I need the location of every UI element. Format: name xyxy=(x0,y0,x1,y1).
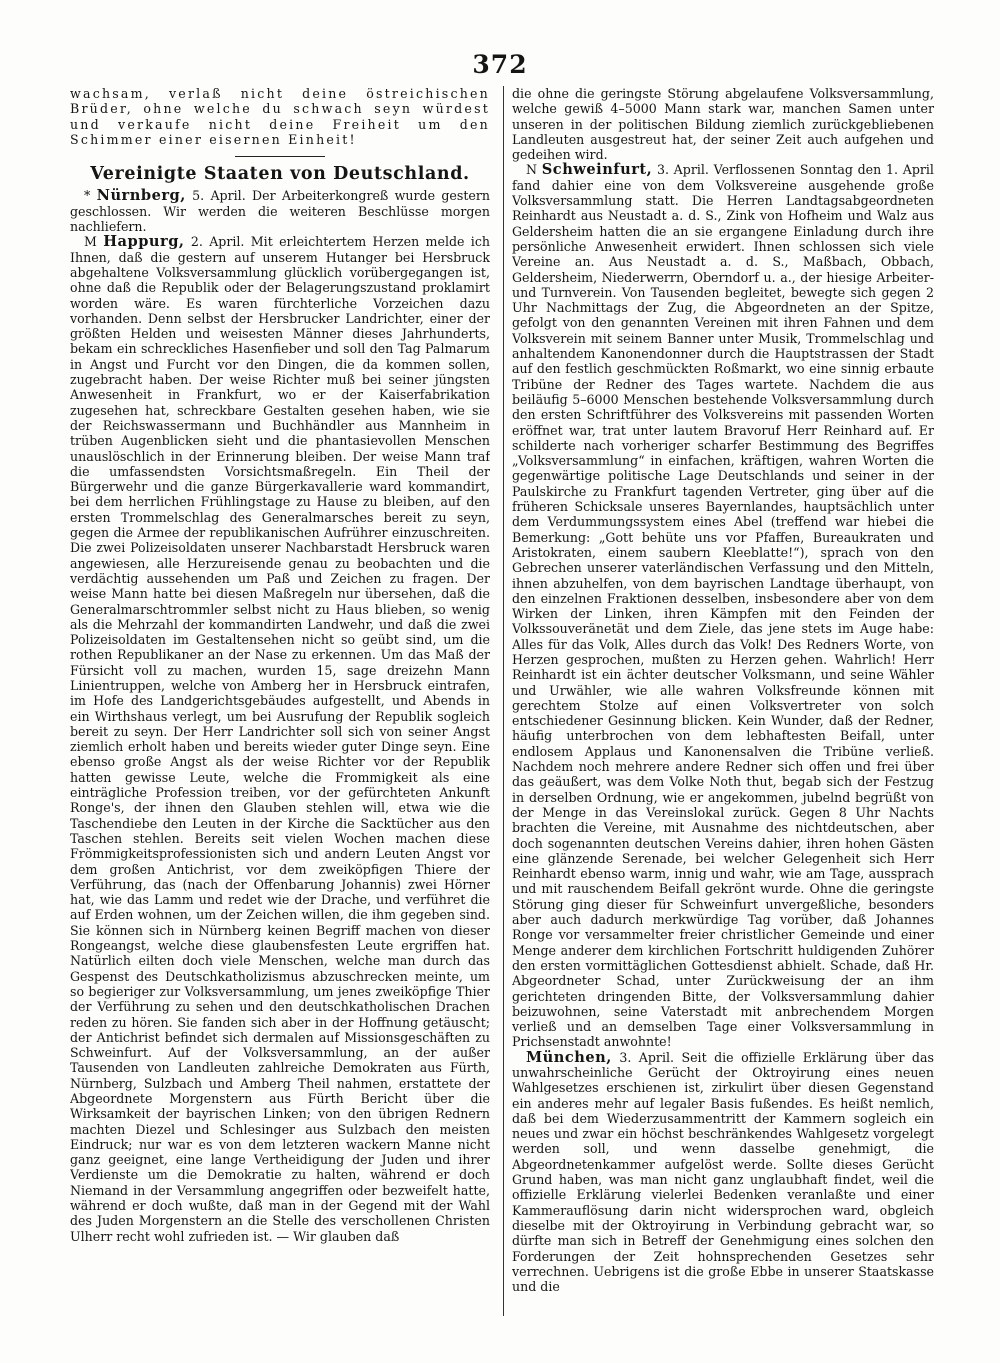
page-number: 372 xyxy=(472,50,528,79)
dateline-mark: * xyxy=(84,188,91,204)
left-column xyxy=(70,86,490,1326)
dateline-place: Schweinfurt, xyxy=(541,161,653,179)
dateline-mark: N xyxy=(526,162,538,178)
article-muenchen xyxy=(512,1050,934,1295)
article-text: Der Arbeiterkongreß wurde gestern geschlossen. Wir werden die weiteren Beschlüsse morgen nachliefern. xyxy=(70,188,490,235)
dateline-place: Nürnberg, xyxy=(96,187,186,205)
dateline-date: 3. April. xyxy=(619,1049,675,1065)
column-divider xyxy=(503,86,504,1316)
dateline-mark: M xyxy=(84,234,97,250)
section-separator xyxy=(235,156,325,157)
article-text: Mit erleichtertem Herzen melde ich Ihnen, daß die gestern auf unserem Hutanger bei Hersbruck abgehaltene Volksversammlung glücklich vorübergegangen ist, ohne daß die Republik oder der Belagerungszustand proklamirt worden wäre. Es waren fürchterliche Vorzeichen dazu vorhanden. Denn selbst der Hersbrucker Landrichter, einer der größten Helden und weisesten Männer dieses Jahrhunderts, bekam ein schreckliches Hasenfieber und soll den Tag Palmarum in Angst und Furcht vor den Dingen, die da kommen sollen, zugebracht haben. Der weise Richter muß bei seiner jüngsten Anwesenheit in Frankfurt, wo er der Kaiserfabrikation zugesehen hat, schreckbare Gestalten gesehen haben, wie sie der Reichswassermann und Buchhändler aus Mannheim in trüben Augenblicken sieht und die phantasievollen Menschen unauslöschlich in der Erinnerung bleiben. Der weise Mann traf die umfassendsten Vorsichtsmaßregeln. Ein Theil der Bürgerwehr und die ganze Bürgerkavallerie ward kommandirt, bei dem herrlichen Frühlingstage zu Hause zu bleiben, auf den ersten Trommelschlag des Generalmarsches bereit zu seyn, gegen die Armee der republikanischen Aufrührer einzuschreiten. Die zwei Polizeisoldaten unserer Nachbarstadt Hersbruck waren angewiesen, alle Herzureisende genau zu beobachten und die verdächtig aussehenden um Paß und Zeichen zu fragen. Der weise Mann hatte bei diesen Maßregeln nur übersehen, daß die Generalmarschtrommler selbst nicht zu Haus blieben, so wenig als die Mehrzahl der kommandirten Landwehr, und daß die zwei Polizeisoldaten im Gestaltensehen nicht so geübt sind, um die rothen Republikaner an der Nase zu erkennen. Um das Maß der Fürsicht voll zu machen, wurden 15, sage dreizehn Mann Linientruppen, welche von Amberg her in Hersbruck eintrafen, im Hofe des Landgerichtsgebäudes aufgestellt, und Abends in ein Wirthshaus verlegt, um bei Ausrufung der Republik sogleich bereit zu seyn. Der Herr Landrichter soll sich von seiner Angst ziemlich erholt haben und bereits wieder guter Dinge seyn. Eine ebenso große Angst als der weise Richter vor der Republik hatten gewisse Leute, welche die Frommigkeit als eine einträgliche Profession treiben, vor der gefürchteten Ankunft Ronge's, der ihnen den Glauben stehlen will, etwa wie die Taschendiebe den Leuten in der Kirche die Sacktücher aus den Taschen stehlen. Bereits seit vielen Wochen machen diese Frömmigkeitsprofessionisten sich und andern Leuten Angst vor dem großen Antichrist, vor dem zweiköpfigen Thiere der Verführung, das (nach der Offenbarung Johannis) zwei Hörner hat, wie das Lamm und redet wie der Drache, und verführet die auf Erden wohnen, um der Zeichen willen, die ihm gegeben sind. Sie können sich in Nürnberg keinen Begriff machen von dieser Rongeangst, welche diese glaubensfesten Leute ergriffen hat. Natürlich eilten doch viele Menschen, welche man durch das Gespenst des Deutschkatholizismus abzuschrecken meinte, um so begieriger zur Volksversammlung, um jenes zweiköpfige Thier der Verführung zu sehen und den deutschkatholischen Drachen reden zu hören. Sie fanden sich aber in der Hoffnung getäuscht; der Antichrist befindet sich dermalen auf Missionsgeschäften zu Schweinfurt. Auf der Volksversammlung, an der außer Tausenden von Landleuten zahlreiche Demokraten aus Fürth, Nürnberg, Sulzbach und Amberg Theil nahmen, erstattete der Abgeordnete Morgenstern aus Fürth Bericht über die Wirksamkeit der bayrischen Linken; von den übrigen Rednern machten Diezel und Schlesinger aus Sulzbach den meisten Eindruck; nur war es von dem letzteren wackern Manne nicht ganz geeignet, eine lange Vertheidigung der Juden und ihrer Verdienste um die Demokratie zu halten, während er doch Niemand in der Versammlung angegriffen oder bezweifelt hatte, während er doch wußte, daß man in der Gegend mit der Wahl des Juden Morgenstern an die Stelle des verschollenen Christen Ulherr recht wohl zufrieden ist. — Wir glauben daß xyxy=(70,234,490,1244)
article-nuernberg xyxy=(70,188,490,234)
dateline-date: 3. April. xyxy=(656,162,709,178)
dateline-place: München, xyxy=(526,1048,612,1066)
dateline-date: 2. April. xyxy=(190,234,245,250)
intro-paragraph: wachsam, verlaß nicht deine östreichischen Brüder, ohne welche du schwach seyn würdest und verkaufe nicht deine Freiheit um den Schimmer einer eisernen Einheit! xyxy=(70,86,490,147)
article-happurg xyxy=(70,234,490,1244)
article-text: Verflossenen Sonntag den 1. April fand dahier eine von dem Volksvereine ausgehende große Volksversammlung statt. Die Herren Landtagsabgeordneten Reinhardt aus Neustadt a. d. S., Zink von Hofheim und Walz aus Geldersheim hatten die an sie ergangene Einladung durch ihre persönliche Anwesenheit erwidert. Ihnen schlossen sich viele Vereine an. Aus Neustadt a. d. S., Maßbach, Obbach, Geldersheim, Niederwerrn, Oberndorf u. a., der hiesige Arbeiter- und Turnverein. Von Tausenden begleitet, bewegte sich gegen 2 Uhr Nachmittags der Zug, die Abgeordneten an der Spitze, gefolgt von den genannten Vereinen mit ihren Fahnen und dem Volksverein mit seinem Banner unter Musik, Trommelschlag und anhaltendem Kanonendonner durch die Hauptstrassen der Stadt auf den festlich geschmückten Roßmarkt, wo eine sinnig erbaute Tribüne der Redner des Tages wartete. Nachdem die aus beiläufig 5–6000 Menschen bestehende Volksversammlung durch den ersten Schriftführer des Volksvereins mit passenden Worten eröffnet war, trat unter lautem Bravoruf Herr Reinhard auf. Er schilderte nach vorheriger scharfer Bestimmung des Begriffes „Volksversammlung“ in einfachen, kräftigen, wahren Worten die gegenwärtige politische Lage Deutschlands und seiner in der Paulskirche zu Frankfurt tagenden Vertreter, ging über auf die früheren Schicksale unseres Bayernlandes, hauptsächlich unter dem Verdummungssystem eines Abel (treffend war hiebei die Bemerkung: „Gott behüte uns vor Pfaffen, Bureaukraten und Aristokraten, einem saubern Kleeblatte!“), sprach von den Gebrechen unserer vaterländischen Verfassung und den Mitteln, ihnen abzuhelfen, von dem bayrischen Landtage überhaupt, von den einzelnen Fraktionen desselben, insbesondere aber von dem Wirken der Linken, ihren Kämpfen mit den Feinden der Volkssouveränetät und dem Ziele, das jene stets im Auge habe: Alles für das Volk, Alles durch das Volk! Des Redners Worte, von Herzen gesprochen, mußten zu Herzen gehen. Wahrlich! Herr Reinhardt ist ein ächter deutscher Volksmann, und seine Wähler und Urwähler, wie alle wahren Volksfreunde können mit gerechtem Stolze auf einen Volksvertreter von solch entschiedener Gesinnung blicken. Kein Wunder, daß der Redner, häufig unterbrochen von dem lebhaftesten Beifall, unter endlosem Applaus und Kanonensalven die Tribüne verließ. Nachdem noch mehrere andere Redner sich offen und frei über das geäußert, was dem Volke Noth thut, begab sich der Festzug in derselben Ordnung, wie er angekommen, jubelnd begrüßt von der Menge in das Vereinslokal zurück. Gegen 8 Uhr Nachts brachten die Vereine, mit Ausnahme des nichtdeutschen, aber doch sogenannten deutschen Vereins dahier, ihren hohen Gästen eine glänzende Serenade, bei welcher Gelegenheit sich Herr Reinhardt ebenso warm, innig und wahr, wie am Tage, aussprach und mit rauschendem Beifall gekrönt wurde. Ohne die geringste Störung ging dieser für Schweinfurt unvergeßliche, besonders aber auch dadurch merkwürdige Tag vorüber, daß Johannes Ronge vor versammelter freier christlicher Gemeinde und einer Menge anderer dem kirchlichen Fortschritt huldigenden Zuhörer den ersten vormittäglichen Gottesdienst abhielt. Schade, daß Hr. Abgeordneter Schad, unter Zurückweisung der an ihm gerichteten dringenden Bitte, der Volksversammlung dahier beizuwohnen, seine Vaterstadt mit anbrechendem Morgen verließ und an demselben Tage einer Volksversammlung in Prichsenstadt anwohnte! xyxy=(512,162,934,1050)
article-text: Seit die offizielle Erklärung über das unwahrscheinliche Gerücht der Oktroyirung eines neuen Wahlgesetzes erschienen ist, zirkulirt über diesen Gegenstand ein anderes mehr auf legaler Basis fußendes. Es heißt nemlich, daß bei dem Wiederzusammentritt der Kammern sogleich ein neues und zwar ein höchst beschränkendes Wahlgesetz vorgelegt werden soll, und wenn dasselbe genehmigt, die Abgeordnetenkammer aufgelöst werde. Sollte dieses Gerücht Grund haben, was man nicht ganz unglaubhaft findet, weil die offizielle Erklärung vielerlei Bedenken veranlaßte und einer Kammerauflösung darin nicht widersprochen ward, obgleich dieselbe mit der Oktroyirung in Verbindung gebracht war, so dürfte man sich in Betreff der Genehmigung eines solchen den Forderungen der Zeit hohnsprechenden Gesetzes sehr verrechnen. Uebrigens ist die große Ebbe in unserer Staatskasse und die xyxy=(512,1049,934,1295)
dateline-date: 5. April. xyxy=(192,188,246,204)
dateline-place: Happurg, xyxy=(103,233,185,251)
right-column xyxy=(512,86,934,1326)
section-title: Vereinigte Staaten von Deutschland. xyxy=(90,164,470,185)
continuation-paragraph: die ohne die geringste Störung abgelaufene Volksversammlung, welche gewiß 4–5000 Mann stark war, manchen Samen unter unseren in der politischen Bildung ziemlich zurückgebliebenen Landleuten ausgestreut hat, der seiner Zeit auch aufgehen und gedeihen wird. xyxy=(512,86,934,163)
article-schweinfurt xyxy=(512,162,934,1049)
